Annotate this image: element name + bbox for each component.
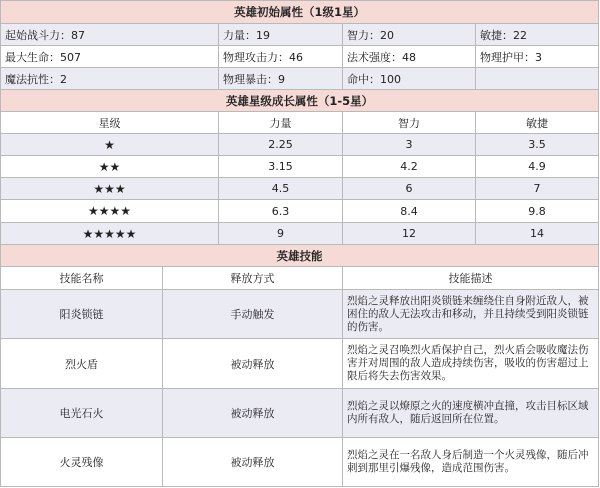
- growth-header-stars: 星级: [1, 112, 219, 134]
- table-row: [1, 389, 599, 438]
- attr-max-hp: 最大生命：507: [1, 46, 219, 68]
- attr-strength: 力量：19: [219, 24, 343, 46]
- table-row: [1, 223, 599, 245]
- skills-header-desc: 技能描述: [343, 267, 599, 290]
- attr-physical-crit: 物理暴击：9: [219, 68, 343, 90]
- skill-name: 烈火盾: [1, 339, 163, 389]
- star-level: ★★★: [1, 178, 219, 200]
- growth-strength: 6.3: [219, 200, 343, 223]
- attr-agility: 敏捷：22: [476, 24, 599, 46]
- table-row: [1, 46, 599, 68]
- growth-header-strength: 力量: [219, 112, 343, 134]
- star-level: ★★: [1, 156, 219, 178]
- growth-header-intelligence: 智力: [343, 112, 476, 134]
- skills-header-name: 技能名称: [1, 267, 163, 290]
- star-level: ★★★★★: [1, 223, 219, 245]
- attr-combat-power: 起始战斗力：87: [1, 24, 219, 46]
- skill-description: 烈焰之灵召唤烈火盾保护自己，烈火盾会吸收魔法伤害并对周围的敌人造成持续伤害，吸收的伤害超过上限后将失去伤害效果。: [343, 339, 599, 389]
- star-level: ★★★★: [1, 200, 219, 223]
- skill-cast-type: 被动释放: [163, 339, 343, 389]
- growth-strength: 9: [219, 223, 343, 245]
- growth-intelligence: 12: [343, 223, 476, 245]
- attr-physical-armor: 物理护甲：3: [476, 46, 599, 68]
- skill-description: 烈焰之灵以燎原之火的速度横冲直撞，攻击目标区域内所有敌人，随后返回所在位置。: [343, 389, 599, 438]
- growth-strength: 4.5: [219, 178, 343, 200]
- growth-agility: 9.8: [476, 200, 599, 223]
- skill-description: 烈焰之灵释放出阳炎锁链来缠绕住自身附近敌人，被困住的敌人无法攻击和移动，并且持续受到阳炎锁链的伤害。: [343, 290, 599, 339]
- table-row: [1, 134, 599, 156]
- initial-attributes-title: 英雄初始属性（1级1星）: [1, 1, 599, 24]
- skills-header-row: [1, 267, 599, 290]
- skills-title: 英雄技能: [1, 245, 599, 267]
- attr-magic-resist: 魔法抗性：2: [1, 68, 219, 90]
- growth-agility: 4.9: [476, 156, 599, 178]
- skill-description: 烈焰之灵在一名敌人身后制造一个火灵残像，随后冲刺到那里引爆残像，造成范围伤害。: [343, 438, 599, 487]
- growth-strength: 3.15: [219, 156, 343, 178]
- skill-cast-type: 被动释放: [163, 438, 343, 487]
- attr-hit: 命中：100: [343, 68, 476, 90]
- star-level: ★: [1, 134, 219, 156]
- table-row: [1, 200, 599, 223]
- table-row: [1, 24, 599, 46]
- growth-header-agility: 敏捷: [476, 112, 599, 134]
- table-row: [1, 68, 599, 90]
- attr-empty: [476, 68, 599, 90]
- growth-intelligence: 4.2: [343, 156, 476, 178]
- growth-title: 英雄星级成长属性（1-5星）: [1, 90, 599, 112]
- table-row: [1, 339, 599, 389]
- growth-intelligence: 3: [343, 134, 476, 156]
- table-row: [1, 290, 599, 339]
- growth-agility: 7: [476, 178, 599, 200]
- attr-intelligence: 智力：20: [343, 24, 476, 46]
- skill-cast-type: 被动释放: [163, 389, 343, 438]
- table-row: [1, 438, 599, 487]
- growth-agility: 3.5: [476, 134, 599, 156]
- growth-header-row: [1, 112, 599, 134]
- attr-spell-power: 法术强度：48: [343, 46, 476, 68]
- table-row: [1, 178, 599, 200]
- skills-header-type: 释放方式: [163, 267, 343, 290]
- growth-intelligence: 6: [343, 178, 476, 200]
- skill-name: 阳炎锁链: [1, 290, 163, 339]
- growth-intelligence: 8.4: [343, 200, 476, 223]
- attr-physical-attack: 物理攻击力：46: [219, 46, 343, 68]
- skill-name: 电光石火: [1, 389, 163, 438]
- growth-agility: 14: [476, 223, 599, 245]
- skill-name: 火灵残像: [1, 438, 163, 487]
- growth-strength: 2.25: [219, 134, 343, 156]
- skill-cast-type: 手动触发: [163, 290, 343, 339]
- table-row: [1, 156, 599, 178]
